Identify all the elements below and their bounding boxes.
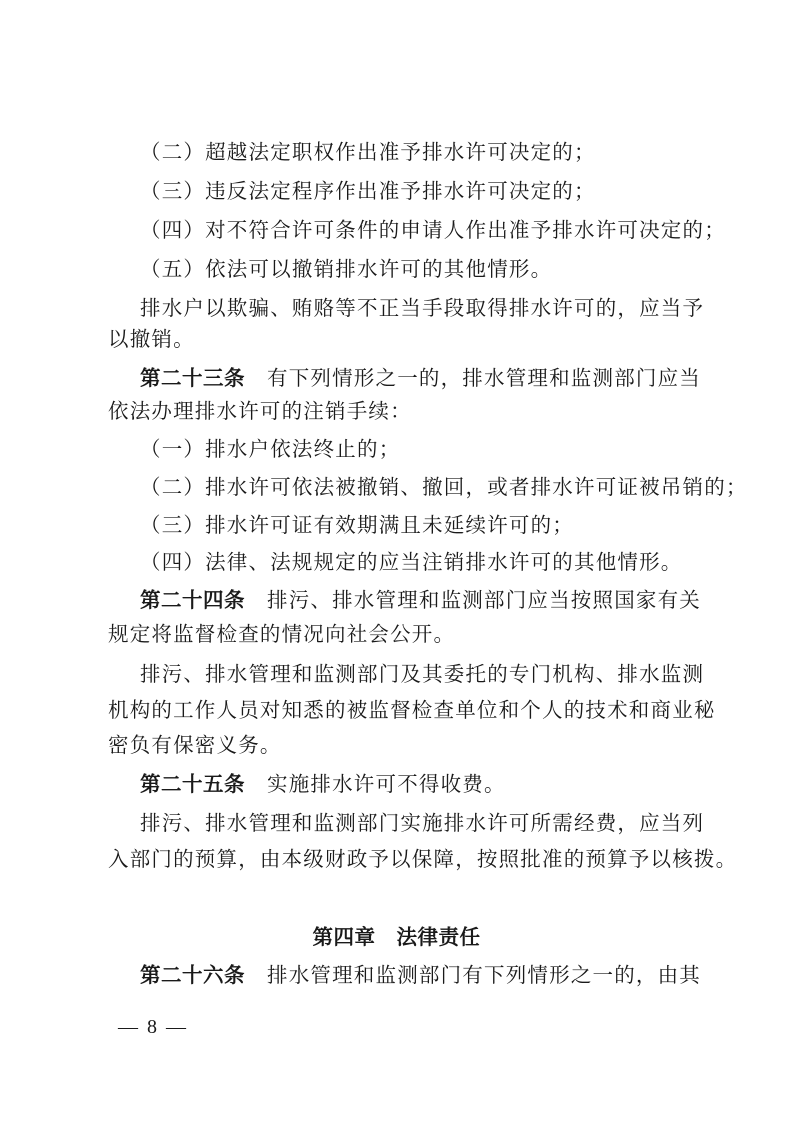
article-26-text: 排水管理和监测部门有下列情形之一的，由其 <box>267 963 701 987</box>
article-23-text: 有下列情形之一的，排水管理和监测部门应当 <box>267 366 701 390</box>
paragraph-line: 排污、排水管理和监测部门及其委托的专门机构、排水监测 <box>140 662 705 686</box>
paragraph-line: 以撤销。 <box>108 327 195 351</box>
article-24-title: 第二十四条 <box>140 588 245 612</box>
article-24-text: 排污、排水管理和监测部门应当按照国家有关 <box>267 588 701 612</box>
article-23-title: 第二十三条 <box>140 366 245 390</box>
paragraph-line: 入部门的预算，由本级财政予以保障，按照批准的预算予以核拨。 <box>108 847 738 871</box>
paragraph-line: 规定将监督检查的情况向社会公开。 <box>108 622 456 646</box>
clause-3: （三）违反法定程序作出准予排水许可决定的； <box>140 179 596 203</box>
article-26 <box>140 961 720 989</box>
article-25 <box>140 770 720 798</box>
clause-5: （五）依法可以撤销排水许可的其他情形。 <box>140 257 553 281</box>
article-25-title: 第二十五条 <box>140 772 245 796</box>
paragraph-line: 排水户以欺骗、贿赂等不正当手段取得排水许可的，应当予 <box>140 296 705 320</box>
article-25-text: 实施排水许可不得收费。 <box>267 772 506 796</box>
article-26-title: 第二十六条 <box>140 963 245 987</box>
paragraph-line: 机构的工作人员对知悉的被监督检查单位和个人的技术和商业秘 <box>108 698 716 722</box>
chapter-title: 第四章 法律责任 <box>312 925 481 949</box>
clause-3: （三）排水许可证有效期满且未延续许可的； <box>140 513 574 537</box>
paragraph-line: 依法办理排水许可的注销手续： <box>108 399 412 423</box>
paragraph-line: 排污、排水管理和监测部门实施排水许可所需经费，应当列 <box>140 811 705 835</box>
paragraph-line: 密负有保密义务。 <box>108 733 282 757</box>
clause-4: （四）法律、法规规定的应当注销排水许可的其他情形。 <box>140 550 683 574</box>
article-23 <box>140 364 720 392</box>
article-24 <box>140 586 720 614</box>
clause-1: （一）排水户依法终止的； <box>140 437 401 461</box>
clause-4: （四）对不符合许可条件的申请人作出准予排水许可决定的； <box>140 218 726 242</box>
clause-2: （二）超越法定职权作出准予排水许可决定的； <box>140 140 596 164</box>
clause-2: （二）排水许可依法被撤销、撤回，或者排水许可证被吊销的； <box>140 475 748 499</box>
page-number: — 8 — <box>118 1016 188 1038</box>
